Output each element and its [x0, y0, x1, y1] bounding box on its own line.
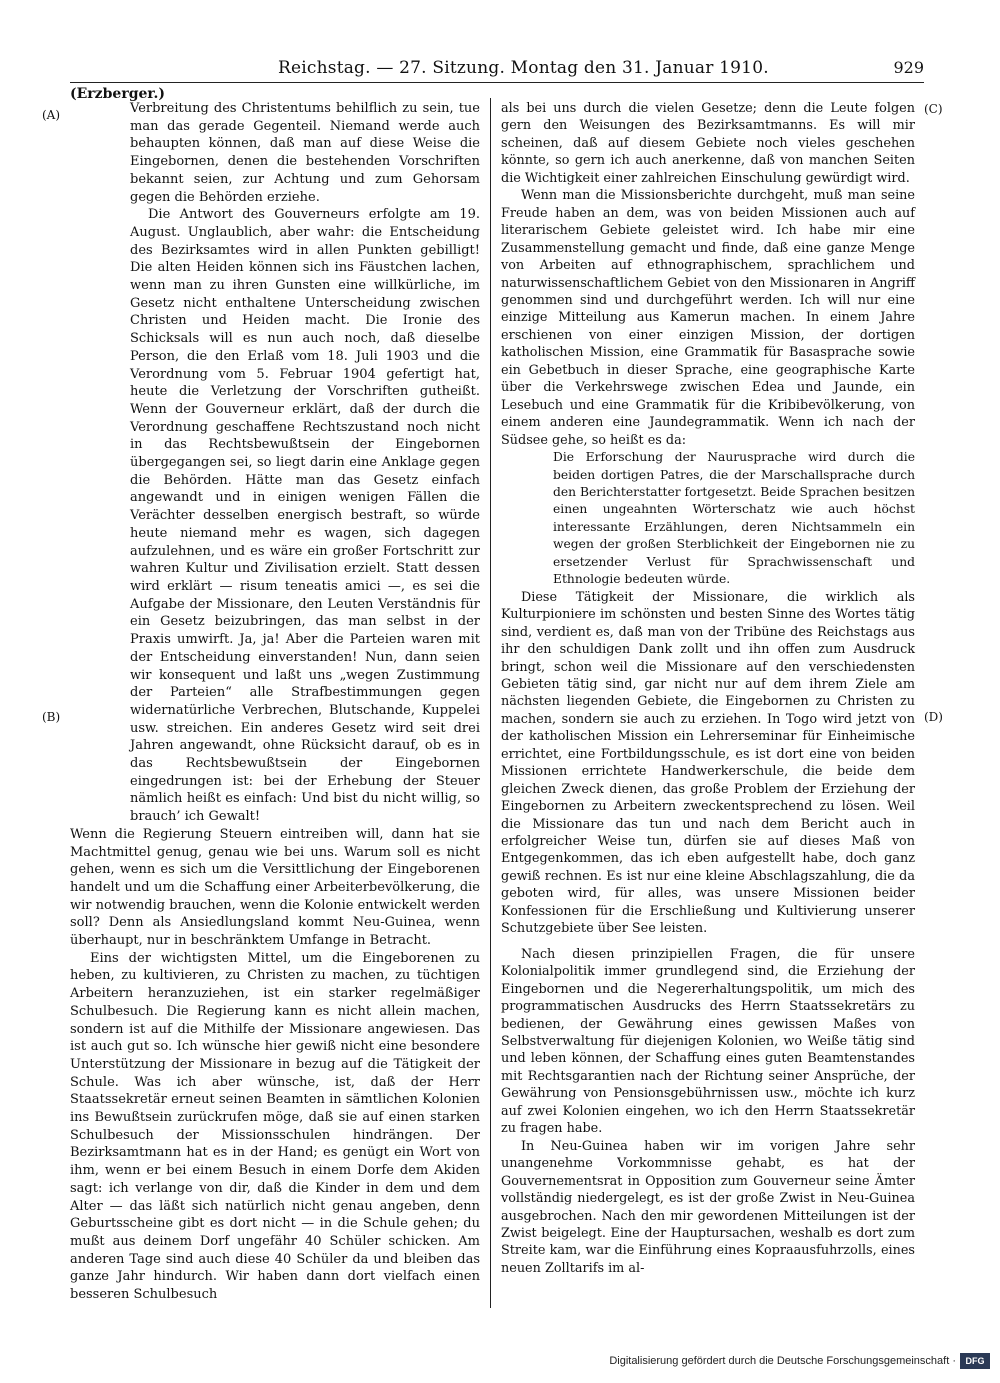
page-title: Reichstag. — 27. Sitzung. Montag den 31. Januar 1910.: [278, 58, 769, 78]
page-number: 929: [893, 58, 924, 77]
margin-marker-c: (C): [924, 102, 943, 116]
right-column: [501, 100, 915, 1277]
paragraph: Wenn die Regierung Steuern eintreiben will, dann hat sie Machtmittel genug, genau wie bei uns. Warum soll es nicht gehen, wenn es sich um die Versittlichung der Eingeborenen handelt und um die Schaffung einer Arbeiterbevölkerung, die wir notwendig brauchen, wenn die Kolonie entwickelt werden soll? Denn als Ansiedlungsland kommt Neu-Guinea, wenn überhaupt, nur in beschränktem Umfange in Betracht.: [70, 826, 480, 949]
quote-paragraph: Die Erforschung der Naurusprache wird durch die beiden dortigen Patres, die der Marschallsprache durch den Berichterstatter fortgesetzt. Beide Sprachen besitzen einen ungeahnten Wörterschatz wie auch höchst interessante Erzählungen, deren Nichtsammeln ein wegen der großen Sterblichkeit der Eingebornen nie zu ersetzender Verlust für Sprachwissenschaft und Ethnologie bedeuten würde.: [553, 450, 915, 587]
column-divider: [490, 98, 491, 1308]
digitization-footer: [600, 1353, 992, 1371]
left-column: [70, 100, 480, 1304]
quoted-letter: [70, 100, 480, 826]
margin-marker-a: (A): [42, 108, 61, 122]
paragraph: Eins der wichtigsten Mittel, um die Eingeborenen zu heben, zu kultivieren, zu Christen zu machen, zu tüchtigen Arbeitern heranzuziehen, ist ein starker regelmäßiger Schulbesuch. Die Regierung kann es nicht allein machen, sondern ist auf die Mithilfe der Missionare angewiesen. Das ist auch gut so. Ich wünsche hier gewiß nicht eine besondere Unterstützung der Missionare in bezug auf die Tätigkeit der Schule. Was ich aber wünsche, ist, daß der Herr Staatssekretär erneut seinen Beamten in sämtlichen Kolonien ins Bewußtsein zurückrufen möge, daß sie auf einen starken Schulbesuch der Missionsschulen hindrängen. Der Bezirksamtmann hat es in der Hand; es genügt ein Wort von ihm, wenn er bei einem Besuch in einem Dorfe dem Akiden sagt: ich verlange von dir, daß die Kinder in dem und dem Alter — das läßt sich natürlich nicht genau angeben, denn Geburtsscheine gibt es dort nicht — in die Schule gehen; du mußt aus deinem Dorf ungefähr 40 Schüler schicken. Am anderen Tage sind auch diese 40 Schüler da und bleiben das ganze Jahr hindurch. Wir haben dann dort vielfach einen besseren Schulbesuch: [70, 950, 480, 1303]
header-rule: [70, 82, 924, 83]
margin-marker-b: (B): [42, 710, 61, 724]
dfg-logo-icon: DFG: [960, 1353, 990, 1369]
quoted-report: [501, 449, 915, 589]
page-header: [70, 56, 924, 84]
paragraph: als bei uns durch die vielen Gesetze; denn die Leute folgen gern den Weisungen des Bezirksamtmanns. Es will mir scheinen, daß auf diesem Gebiete noch vieles geschehen könnte, so gern ich auch anerkenne, daß von manchen Seiten die Wichtigkeit einer zahlreichen Einschulung gewürdigt wird.: [501, 101, 915, 186]
paragraph: Wenn man die Missionsberichte durchgeht, muß man seine Freude haben an dem, was von beiden Missionen auch auf literarischem Gebiete geleistet wird. Ich habe mir eine Zusammenstellung gemacht und finde, daß eine ganze Menge von Arbeiten auf ethnographischem, sprachlichem und naturwissenschaftlichem Gebiet von den Missionaren in Angriff genommen sind und durchgeführt werden. Ich will nur eine einzige Mitteilung aus Kamerun machen. In einem Jahre erschienen von einer einzigen Mission, der dortigen katholischen Mission, eine Grammatik für Basasprache sowie ein Gebetbuch in dieser Sprache, eine geographische Karte über die Verkehrswege zwischen Edea und Jaunde, ein Lesebuch und eine Grammatik für die Kribibevölkerung, von einem anderen eine Jaundegrammatik. Wenn ich nach der Südsee gehe, so heißt es da:: [501, 188, 915, 448]
quote-paragraph: Verbreitung des Christentums behilflich zu sein, tue man das gerade Gegenteil. Niemand werde auch behaupten können, daß man auf diese Weise die Eingebornen, denen die bestehenden Vorschriften bekannt seien, zur Achtung und zum Gehorsam gegen die Behörden erziehe.: [130, 101, 480, 205]
paragraph: Nach diesen prinzipiellen Fragen, die für unsere Kolonialpolitik immer grundlegend sind, die Erziehung der Eingebornen und die Negererhaltungspolitik, um mich des programmatischen Ausdrucks des Herrn Staatssekretärs zu bedienen, der Gewährung eines gewissen Maßes von Selbstverwaltung für diejenigen Kolonien, wo Weiße tätig sind und leben können, der Schaffung eines guten Beamtenstandes mit Rechtsgarantien nach der Richtung seiner Ansprüche, der Gewährung von Pensionsgebührnissen usw., möchte ich kurz auf zwei Kolonien eingehen, wo ich den Herrn Staatssekretär zu fragen habe.: [501, 946, 915, 1137]
paragraph: Diese Tätigkeit der Missionare, die wirklich als Kulturpioniere im schönsten und besten Sinne des Wortes tätig sind, verdient es, daß man von der Tribüne des Reichstags aus ihr den schuldigen Dank zollt und ihn offen zum Ausdruck bringt, schon weil die Missionare auf den verschiedensten Gebieten tätig sind, gar nicht nur auf dem ihrem Ziele am nächsten liegenden Gebiete, die Eingebornen zu Christen zu machen, sondern sie auch zu erziehen. In Togo wird jetzt von der katholischen Mission ein Lehrerseminar für Einheimische errichtet, eine Fortbildungsschule, es ist dort eine von beiden Missionen errichtete Handwerkerschule, die beide dem gleichen Zweck dienen, das große Problem der Erziehung der Eingebornen zu Arbeitern zweckentsprechend zu lösen. Weil die Missionare das tun und nach dem Bericht auch in erfolgreicher Weise tun, dürfen sie auf dieses Maß von Entgegenkommen, das ich eben aufgestellt habe, doch ganz gewiß rechnen. Es ist nur eine kleine Abschlagszahlung, die da geboten wird, für alles, was unsere Missionen beider Konfessionen für die Erschließung und Kultivierung unserer Schutzgebiete über See leisten.: [501, 589, 915, 937]
margin-marker-d: (D): [924, 710, 943, 724]
speaker-name: (Erzberger.): [70, 86, 165, 102]
footer-credit: Digitalisierung gefördert durch die Deutsche Forschungsgemeinschaft ·: [609, 1355, 956, 1367]
paragraph: In Neu-Guinea haben wir im vorigen Jahre sehr unangenehme Vorkommnisse gehabt, es hat der Gouvernementsrat in Opposition zum Gouverneur seine Ämter vollständig niedergelegt, es ist der große Zwist in Neu-Guinea ausgebrochen. Nach den mir gewordenen Mitteilungen ist der Zwist beigelegt. Eine der Hauptursachen, weshalb es dort zum Streite kam, war die Einführung eines Kopraausfuhrzolls, eines neuen Zolltarifs im al-: [501, 1138, 915, 1276]
quote-paragraph: Die Antwort des Gouverneurs erfolgte am 19. August. Unglaublich, aber wahr: die Entscheidung des Bezirksamtes wird in allen Punkten gebilligt! Die alten Heiden können sich ins Fäustchen lachen, wenn man zu ihren Gunsten eine willkürliche, im Gesetz nicht enthaltene Unterscheidung zwischen Christen und Heiden macht. Die Ironie des Schicksals will es nun auch noch, daß dieselbe Person, die den Erlaß vom 18. Juli 1903 und die Verordnung vom 5. Februar 1904 gefertigt hat, heute die Verletzung der Vorschriften gutheißt. Wenn der Gouverneur erklärt, daß der durch die Verordnung geschaffene Rechtszustand noch nicht in das Rechtsbewußtsein der Eingebornen übergegangen sei, so liegt darin eine Anklage gegen die Behörden. Hätte man das Gesetz einfach angewandt und in einigen wenigen Fällen die Verächter desselben energisch bestraft, so würde heute niemand mehr es wagen, sich dagegen aufzulehnen, und es wäre ein großer Fortschritt zur wahren Kultur und Zivilisation erzielt. Statt dessen wird erklärt — risum teneatis amici —, es sei die Aufgabe der Missionare, den Leuten Verständnis für ein Gesetz beizubringen, das man selbst in der Praxis umwirft. Ja, ja! Aber die Parteien waren mit der Entscheidung einverstanden! Nun, dann seien wir konsequent und laßt uns „wegen Zustimmung der Parteien“ alle Strafbestimmungen gegen widernatürliche Verbrechen, Blutschande, Kuppelei usw. streichen. Ein anderes Gesetz wird seit drei Jahren angewandt, ohne Rücksicht darauf, ob es in das Rechtsbewußtsein der Eingebornen eingedrungen ist: bei der Erhebung der Steuer nämlich heißt es einfach: Und bist du nicht willig, so brauch’ ich Gewalt!: [130, 207, 480, 825]
